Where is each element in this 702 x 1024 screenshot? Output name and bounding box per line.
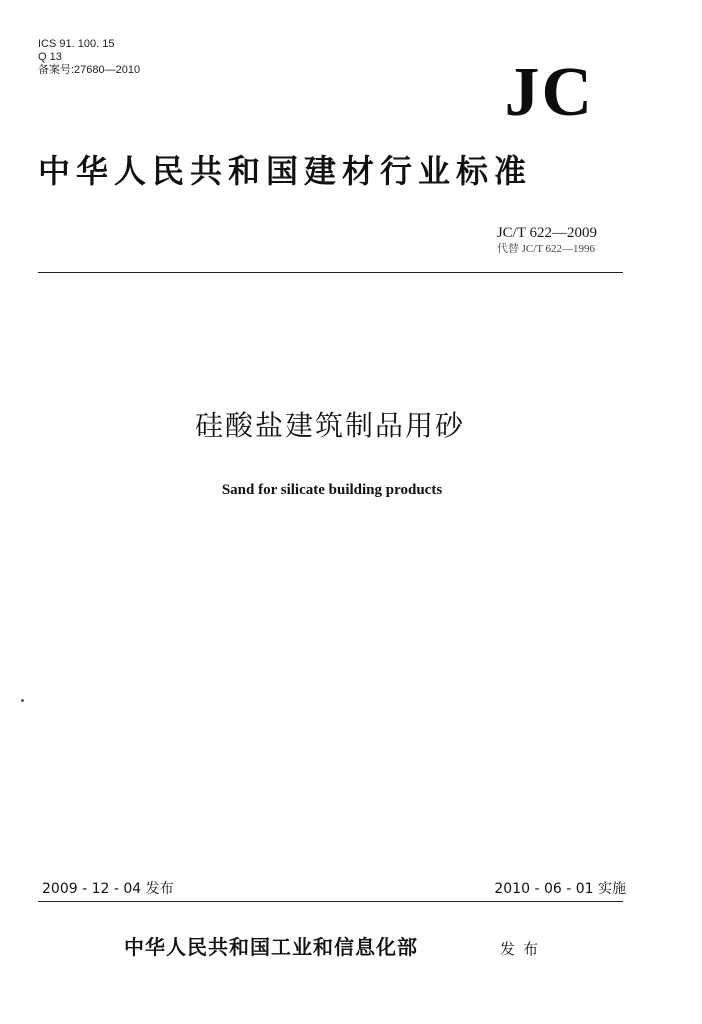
publisher-name: 中华人民共和国工业和信息化部 bbox=[124, 935, 418, 959]
ics-code: ICS 91. 100. 15 bbox=[38, 38, 115, 50]
issuer-title: 中华人民共和国建材行业标准 bbox=[38, 152, 533, 190]
replaces-code: 代替 JC/T 622—1996 bbox=[496, 243, 596, 255]
issue-date: 2009 - 12 - 04 发布 bbox=[42, 881, 174, 897]
publish-verb: 发布 bbox=[500, 940, 547, 958]
document-title-chinese: 硅酸盐建筑制品用砂 bbox=[194, 409, 465, 442]
standard-code: JC/T 622—2009 bbox=[496, 225, 597, 241]
implementation-date: 2010 - 06 - 01 实施 bbox=[494, 881, 626, 897]
scan-speck bbox=[21, 699, 24, 702]
document-title-english: Sand for silicate building products bbox=[221, 482, 443, 498]
classification-code: Q 13 bbox=[38, 51, 62, 63]
header-divider bbox=[38, 272, 623, 273]
footer-divider bbox=[38, 901, 623, 902]
document-metadata bbox=[38, 38, 140, 77]
jc-logo: JC bbox=[504, 54, 594, 131]
standard-code-block bbox=[497, 224, 597, 256]
filing-number: 备案号:27680—2010 bbox=[38, 64, 141, 76]
